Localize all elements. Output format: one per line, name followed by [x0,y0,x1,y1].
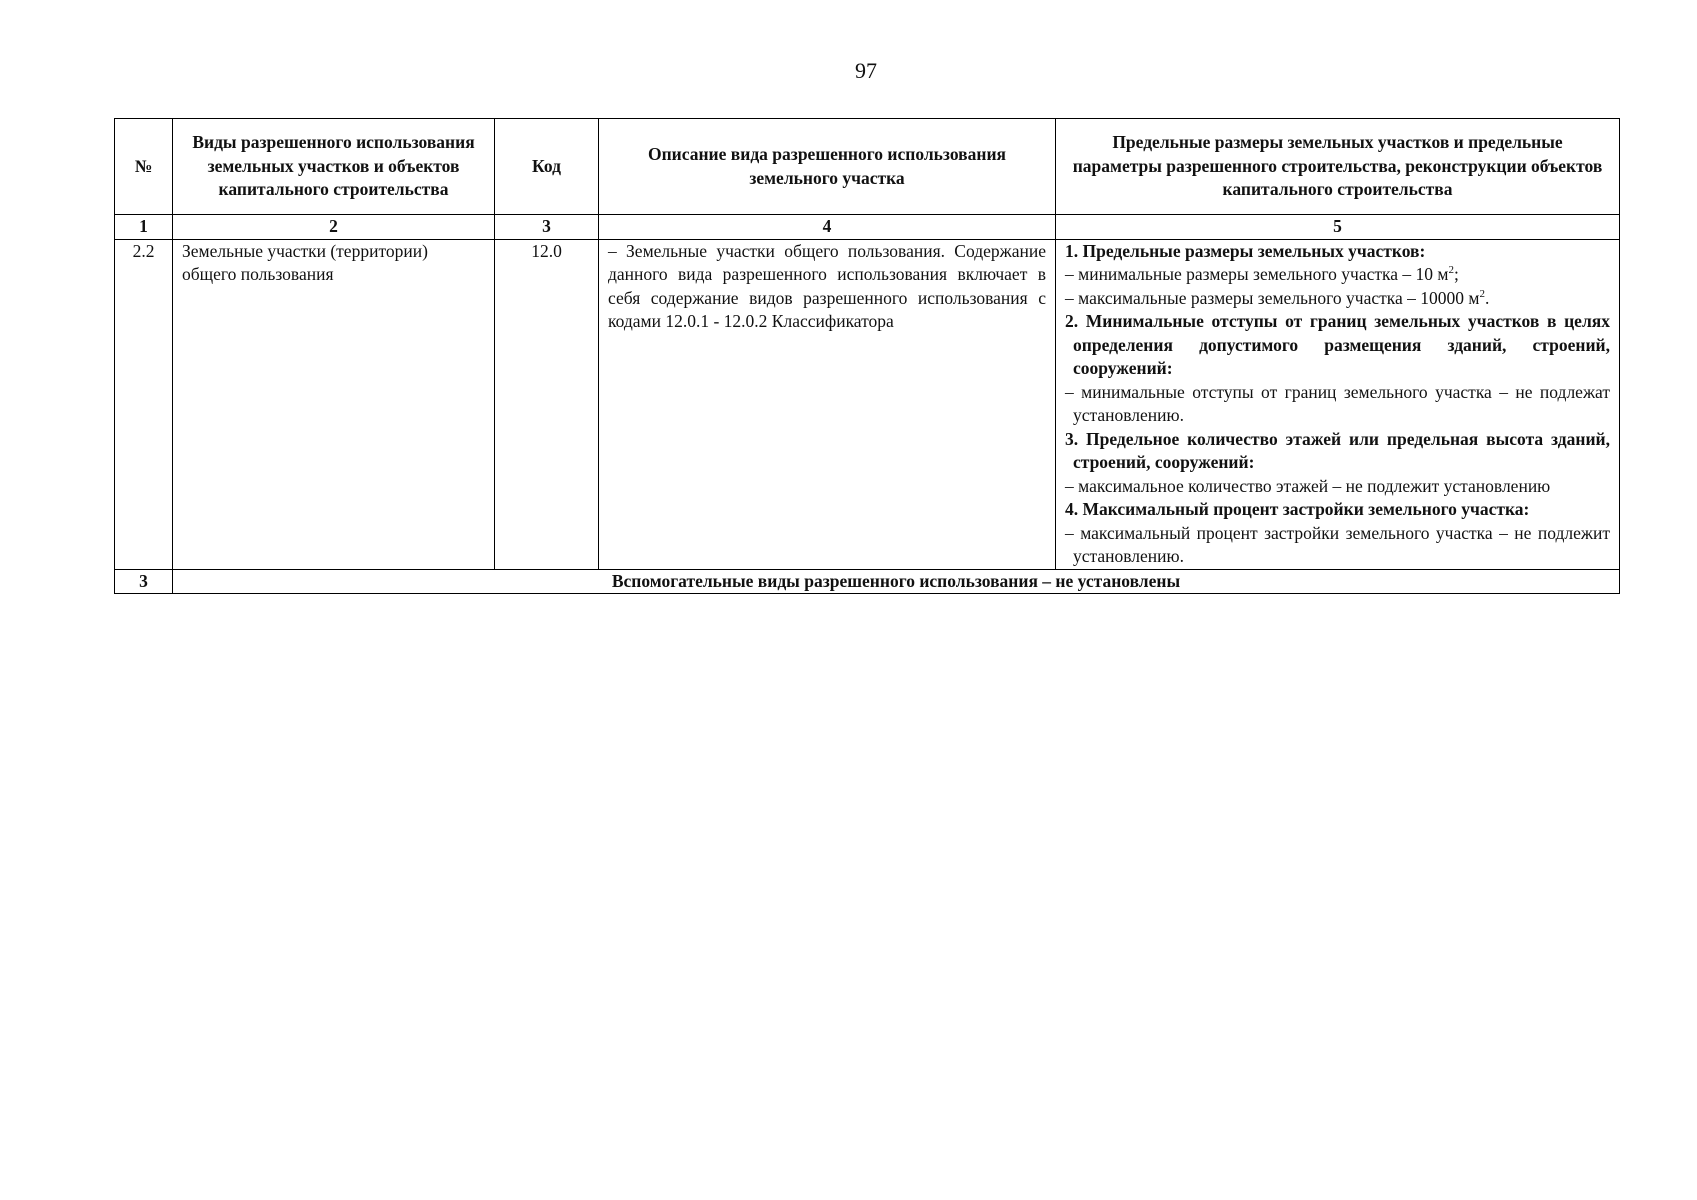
header-limits: Предельные размеры земельных участков и предельные параметры разрешенного строительства, реконструкции объектов капитального строительства [1056,119,1620,215]
limits-setbacks: – минимальные отступы от границ земельного участка – не подлежат установлению. [1065,381,1610,425]
row-code: 12.0 [495,239,599,569]
column-number: 2 [173,215,495,240]
row-number: 2.2 [115,239,173,569]
limits-heading-2: 2. Минимальные отступы от границ земельных участков в целях определения допустимого размещения зданий, строений, сооружений: [1065,311,1610,378]
limits-heading-3: 3. Предельное количество этажей или предельная высота зданий, строений, сооружений: [1065,428,1610,472]
header-number: № [115,119,173,215]
page-number: 97 [855,58,877,83]
row-limits [1056,239,1620,569]
aux-row-text: Вспомогательные виды разрешенного использования – не установлены [173,569,1620,594]
limits-heading-4: 4. Максимальный процент застройки земельного участка: [1065,499,1530,519]
column-number: 1 [115,215,173,240]
column-number: 3 [495,215,599,240]
limits-coverage: – максимальный процент застройки земельного участка – не подлежит установлению. [1065,522,1610,566]
aux-row-number: 3 [115,569,173,594]
limits-heading-1: 1. Предельные размеры земельных участков: [1065,240,1426,261]
row-use-type: Земельные участки (территории) общего пользования [173,239,495,569]
regulations-table [114,118,1620,594]
limits-min-size: – минимальные размеры земельного участка – 10 $м^2$; [1065,264,1459,284]
aux-row [115,569,1620,594]
column-number: 5 [1056,215,1620,240]
column-number: 4 [599,215,1056,240]
limits-floors: – максимальное количество этажей – не подлежит установлению [1065,475,1551,496]
table-row [115,239,1620,569]
row-description: – Земельные участки общего пользования. Содержание данного вида разрешенного использования включает в себя содержание видов разрешенного использования с кодами 12.0.1 - 12.0.2 Классификатора [599,239,1056,569]
table-header-row [115,119,1620,215]
header-code: Код [495,119,599,215]
limits-max-size: – максимальные размеры земельного участка – 10000 $м^2$. [1065,287,1490,308]
header-use-types: Виды разрешенного использования земельных участков и объектов капитального строительства [173,119,495,215]
header-description: Описание вида разрешенного использования земельного участка [599,119,1056,215]
column-number-row [115,215,1620,240]
